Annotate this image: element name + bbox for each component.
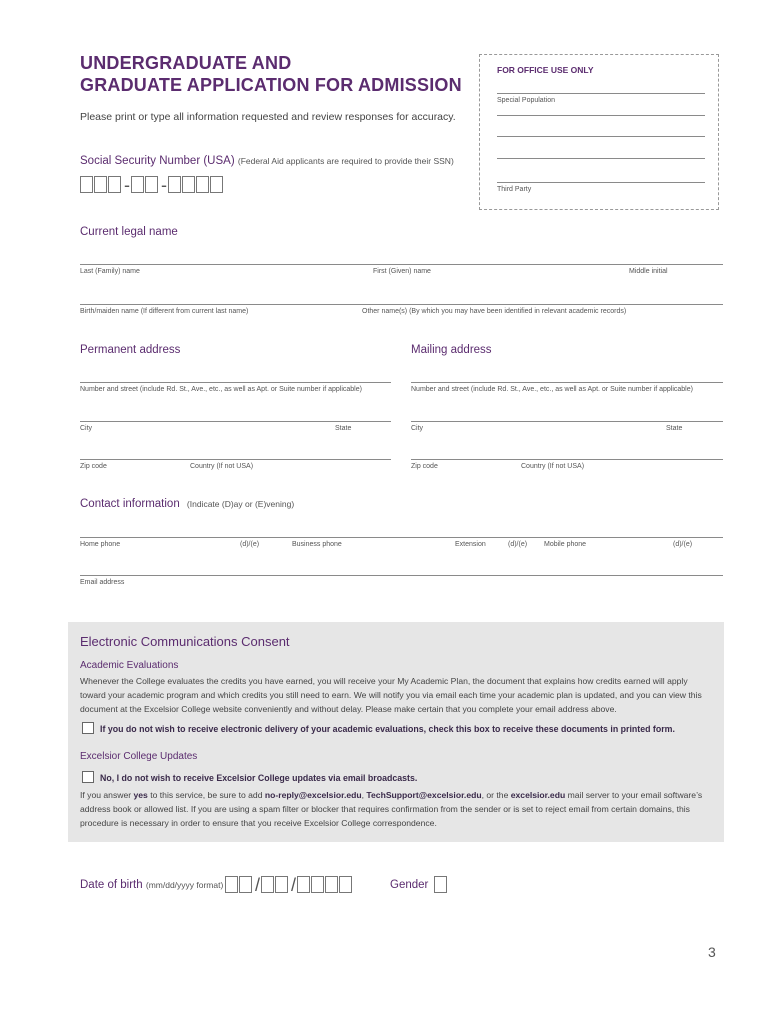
ssn-separator: - [124,175,129,195]
business-phone-label: Business phone [292,541,342,548]
business-phone-de: (d)/(e) [508,541,528,548]
ssn-box[interactable] [168,176,181,193]
ssn-box[interactable] [108,176,121,193]
home-phone-label: Home phone [80,541,121,548]
email-field-line[interactable] [80,575,723,576]
mail-zip-label: Zip code [411,463,438,470]
contact-note: (Indicate (D)ay or (E)vening) [186,499,295,509]
legal-name-field-line[interactable] [80,264,723,265]
phones-field-line[interactable] [80,537,723,538]
academic-evaluations-heading: Academic Evaluations [80,660,179,671]
home-phone-de: (d)/(e) [240,541,260,548]
contact-label: Contact information [80,498,180,510]
dob-box[interactable] [225,876,238,893]
ssn-label: Social Security Number (USA) [80,155,235,167]
ssn-label-row [80,155,454,167]
ssn-box[interactable] [196,176,209,193]
dob-box[interactable] [297,876,310,893]
perm-street-label: Number and street (include Rd. St., Ave., etc., as well as Apt. or Suite number if applicable) [80,386,362,393]
gender-box[interactable] [434,876,447,893]
dob-separator: / [255,875,260,895]
ssn-note: (Federal Aid applicants are required to provide their SSN) [237,156,454,166]
first-name-label: First (Given) name [373,268,431,275]
last-name-label: Last (Family) name [80,268,140,275]
extension-label: Extension [455,541,486,548]
office-line-5 [497,182,705,183]
academic-print-option[interactable] [82,722,675,734]
perm-city-label: City [80,425,93,432]
dob-box[interactable] [311,876,324,893]
dob-box[interactable] [239,876,252,893]
form-title-line2: GRADUATE APPLICATION FOR ADMISSION [80,75,462,95]
perm-city-line[interactable] [80,421,391,422]
perm-zip-line[interactable] [80,459,391,460]
perm-country-label: Country (If not USA) [190,463,254,470]
legal-name-label: Current legal name [80,226,178,238]
academic-evaluations-text: Whenever the College evaluates the credits you have earned, you will receive your My Academic Plan, the document that explains how credits earned will apply toward your academic program and which credits you still need to earn. We will notify you via email each time your academic plan is updated, and you can view this document at the Excelsior College website conveniently and without delay. Please make certain that you complete your email address above. [80,676,702,714]
updates-text: If you answer yes to this service, be sure to add no-reply@excelsior.edu, TechSupport@excelsior.edu, or the excelsior.edu mail server to your email software’s address book or allowed list. If you are using a spam filter or blocker that requires confirmation from the sender or is set to reject email from certain domains, this procedure is necessary in order to ensure that you receive Excelsior College correspondence. [80,790,703,828]
mailing-address-label: Mailing address [411,344,492,356]
gender-input-box[interactable] [434,873,448,895]
ssn-input-boxes[interactable] [80,173,224,196]
academic-print-checkbox[interactable] [82,722,94,734]
mail-zip-line[interactable] [411,459,723,460]
mail-city-label: City [411,425,424,432]
dob-label-row [80,879,223,891]
ssn-separator: - [161,175,166,195]
techsupport-email: TechSupport@excelsior.edu [366,790,482,800]
consent-heading: Electronic Communications Consent [80,634,290,649]
updates-optout-label: No, I do not wish to receive Excelsior College updates via email broadcasts. [100,773,418,783]
email-label: Email address [80,579,125,586]
birth-name-label: Birth/maiden name (If different from current last name) [80,308,249,315]
mail-street-label: Number and street (include Rd. St., Ave., etc., as well as Apt. or Suite number if applicable) [411,386,693,393]
dob-box[interactable] [325,876,338,893]
ssn-box[interactable] [210,176,223,193]
dob-box[interactable] [261,876,274,893]
noreply-email: no-reply@excelsior.edu [264,790,362,800]
office-line-3 [497,136,705,137]
intro-text: Please print or type all information requested and review responses for accuracy. [80,111,456,123]
perm-zip-label: Zip code [80,463,107,470]
contact-label-row [80,498,294,510]
consent-panel [68,622,724,842]
dob-note: (mm/dd/yyyy format) [145,880,224,890]
mail-city-line[interactable] [411,421,723,422]
dob-separator: / [291,875,296,895]
ssn-box[interactable] [131,176,144,193]
mail-state-label: State [666,425,683,432]
office-line-4 [497,158,705,159]
office-line-2 [497,115,705,116]
mail-country-label: Country (If not USA) [521,463,585,470]
form-title [80,52,462,96]
mobile-phone-de: (d)/(e) [673,541,693,548]
gender-label: Gender [390,879,429,891]
middle-initial-label: Middle initial [629,268,668,275]
form-title-line1: UNDERGRADUATE AND [80,53,292,73]
dob-box[interactable] [275,876,288,893]
mail-domain: excelsior.edu [510,790,566,800]
mobile-phone-label: Mobile phone [544,541,587,548]
mail-street-line[interactable] [411,382,723,383]
updates-optout-option[interactable] [82,771,417,783]
office-use-heading: FOR OFFICE USE ONLY [497,65,594,75]
office-use-box [479,54,719,210]
permanent-address-label: Permanent address [80,344,181,356]
dob-input-boxes[interactable] [225,873,353,896]
ssn-box[interactable] [94,176,107,193]
dob-box[interactable] [339,876,352,893]
dob-label: Date of birth [80,879,143,891]
special-population-label: Special Population [497,97,555,104]
birth-name-field-line[interactable] [80,304,723,305]
office-line-1 [497,93,705,94]
perm-street-line[interactable] [80,382,391,383]
page-number: 3 [708,944,716,960]
academic-print-label: If you do not wish to receive electronic delivery of your academic evaluations, check this box to receive these documents in printed form. [100,724,675,734]
other-names-label: Other name(s) (By which you may have been identified in relevant academic records) [362,308,627,315]
third-party-label: Third Party [497,186,532,193]
ssn-box[interactable] [80,176,93,193]
updates-optout-checkbox[interactable] [82,771,94,783]
college-updates-heading: Excelsior College Updates [80,751,198,762]
ssn-box[interactable] [182,176,195,193]
perm-state-label: State [335,425,352,432]
ssn-box[interactable] [145,176,158,193]
